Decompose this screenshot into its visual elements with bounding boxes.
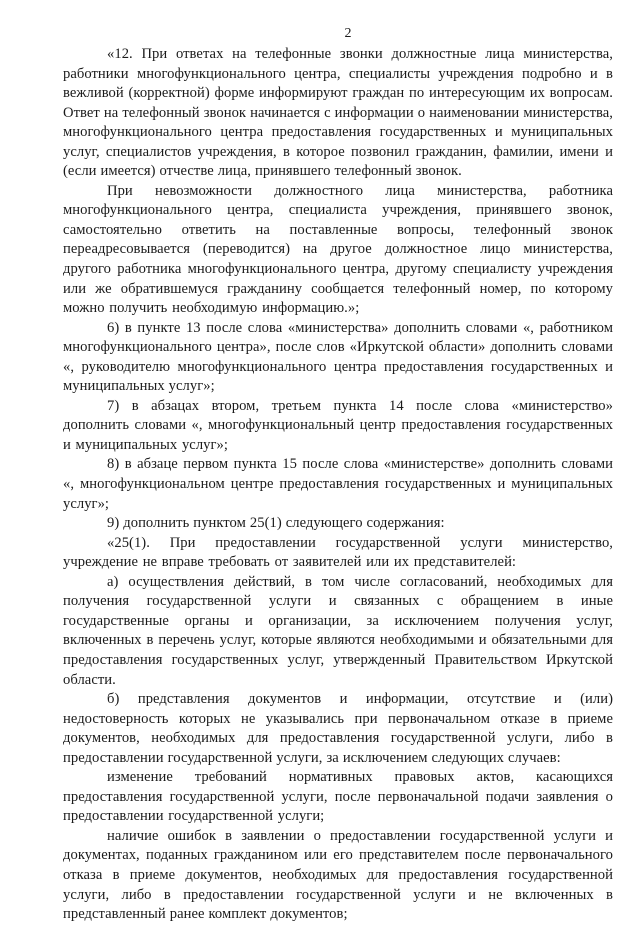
paragraph-item-8: 8) в абзаце первом пункта 15 после слова «министерстве» дополнить словами «, многофункциональном центре предоставления государственных и муниципальных услуг»; bbox=[63, 456, 613, 512]
paragraph-12: «12. При ответах на телефонные звонки должностные лица министерства, работники многофункционального центра, специалисты учреждения подробно и в вежливой (корректной) форме информируют граждан по интересующим их вопросам. Ответ на телефонный звонок начинается с информации о наименовании министерства, многофункционального центра предоставления государственных и муниципальных услуг, специалистов учреждения, в которое позвонил гражданин, фамилии, имени и (если имеется) отчестве лица, принявшего телефонный звонок. bbox=[63, 46, 613, 180]
paragraph-25-1: «25(1). При предоставлении государственной услуги министерство, учреждение не вправе требовать от заявителей или их представителей: bbox=[63, 534, 613, 571]
paragraph-subitem-a: а) осуществления действий, в том числе согласований, необходимых для получения государственной услуги и связанных с обращением в иные государственные органы и организации, за исключением получения услуг, включенных в перечень услуг, которые являются необходимыми и обязательными для предоставления государственных услуг, утвержденный Правительством Иркутской области. bbox=[63, 573, 613, 688]
page-number: 2 bbox=[344, 26, 352, 41]
paragraph-item-9: 9) дополнить пунктом 25(1) следующего содержания: bbox=[107, 515, 445, 532]
paragraph-exception-1: изменение требований нормативных правовых актов, касающихся предоставления государственной услуги, после первоначальной подачи заявления о предоставлении государственной услуги; bbox=[63, 769, 613, 825]
paragraph-item-6: 6) в пункте 13 после слова «министерства» дополнить словами «, работником многофункционального центра», после слов «Иркутской области» дополнить словами «, руководителю многофункционального центра предоставления государственных и муниципальных услуг»; bbox=[63, 319, 613, 395]
paragraph-subitem-b: б) представления документов и информации, отсутствие и (или) недостоверность которых не указывались при первоначальном отказе в приеме документов, необходимых для предоставления государственной услуги, либо в предоставлении государственной услуги, за исключением следующих случаев: bbox=[63, 691, 613, 766]
paragraph-item-7: 7) в абзацах втором, третьем пункта 14 после слова «министерство» дополнить словами «, многофункциональный центр предоставления государственных и муниципальных услуг»; bbox=[63, 397, 613, 453]
paragraph-12-continued: При невозможности должностного лица министерства, работника многофункционального центра, специалиста учреждения, принявшего звонок, самостоятельно ответить на поставленные вопросы, телефонный звонок переадресовывается (переводится) на другое должностное лицо министерства, другого работника многофункционального центра, другому специалисту учреждения или же обратившемуся гражданину сообщается телефонный номер, по которому можно получить необходимую информацию.»; bbox=[63, 182, 613, 317]
paragraph-exception-2: наличие ошибок в заявлении о предоставлении государственной услуги и документах, поданных гражданином или его представителем после первоначального отказа в приеме документов, необходимых для предоставления государственной услуги, либо в предоставлении государственной услуги и не включенных в представленный ранее комплект документов; bbox=[63, 827, 613, 923]
